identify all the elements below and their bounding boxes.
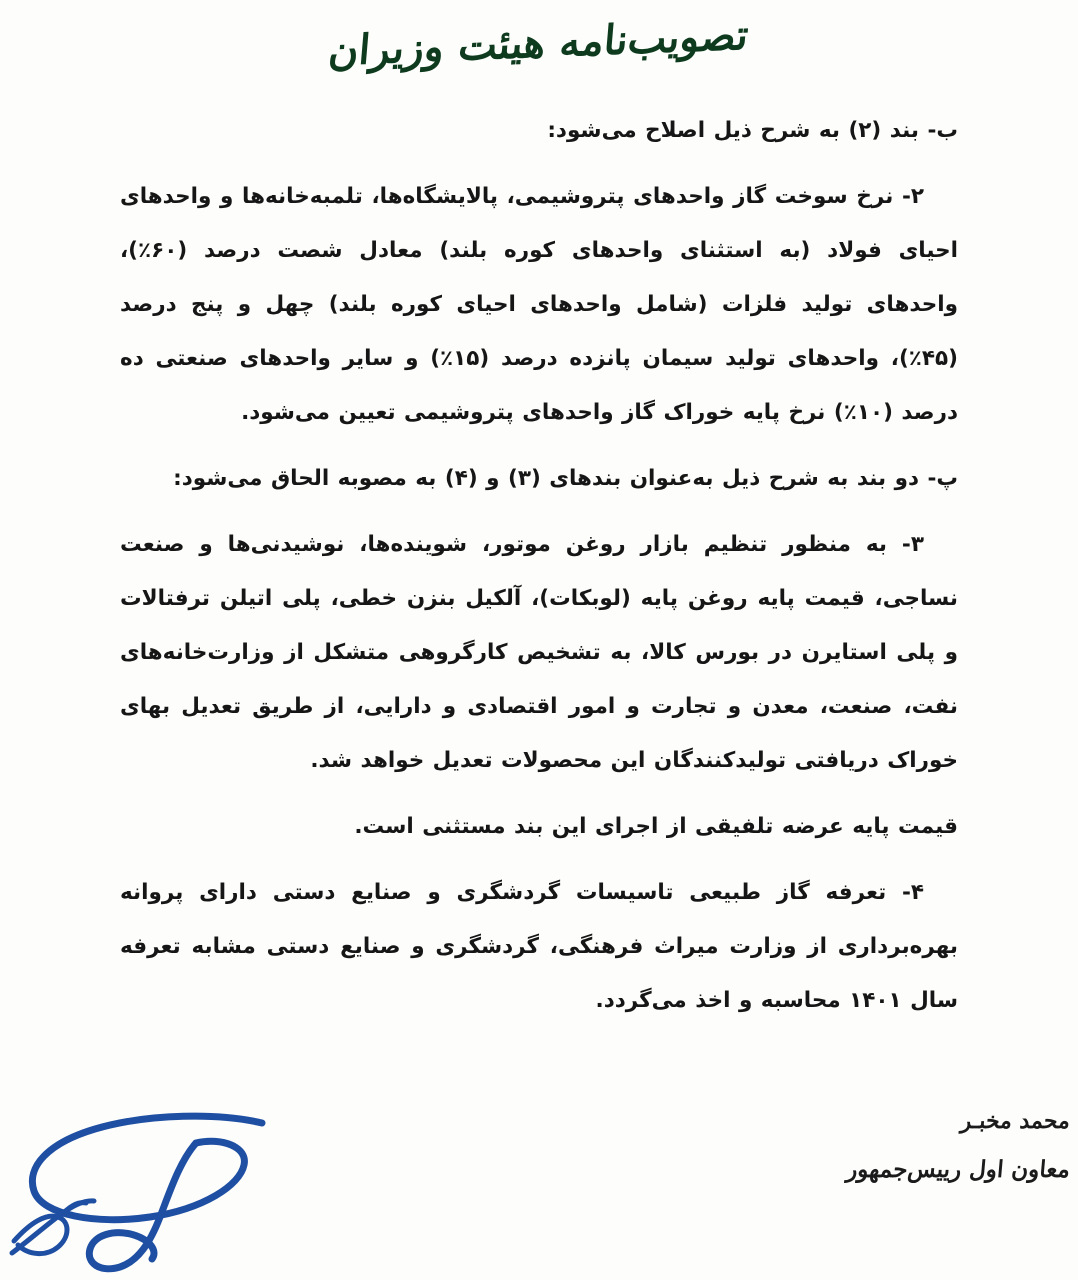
spacer [120, 160, 958, 170]
spacer [120, 856, 958, 866]
document-body [120, 104, 958, 1030]
page-title: تصویب‌نامه هیئت وزیران [326, 10, 751, 76]
clause-3-paragraph: ۳- به منظور تنظیم بازار روغن موتور، شوینده‌ها، نوشیدنی‌ها و صنعت نساجی، قیمت پایه روغن پایه (لوبکات)، آلکیل بنزن خطی، پلی اتیلن ترفتالات و پلی استایرن در بورس کالا، به تشخیص کارگروهی متشکل از وزارت‌خانه‌های نفت، صنعت، معدن و تجارت و امور اقتصادی و دارایی، از طریق تعدیل بهای خوراک دریافتی تولیدکنندگان این محصولات تعدیل خواهد شد. [120, 532, 958, 773]
handwritten-signature-icon [0, 1095, 400, 1280]
clause-p-lead: پ- دو بند به شرح ذیل به‌عنوان بندهای (۳) و (۴) به مصوبه الحاق می‌شود: [173, 466, 958, 491]
clause-b-lead: ب- بند (۲) به شرح ذیل اصلاح می‌شود: [547, 118, 958, 143]
spacer [120, 508, 958, 518]
signatory-role: معاون اول رییس‌جمهور [845, 1156, 1072, 1183]
clause-2-paragraph: ۲- نرخ سوخت گاز واحدهای پتروشیمی، پالایشگاه‌ها، تلمبه‌خانه‌ها و واحدهای احیای فولاد (به استثنای واحدهای کوره بلند) معادل شصت درصد (۶۰٪)، واحدهای تولید فلزات (شامل واحدهای احیای کوره بلند) چهل و پنج درصد (۴۵٪)، واحدهای تولید سیمان پانزده درصد (۱۵٪) و سایر واحدهای صنعتی ده درصد (۱۰٪) نرخ پایه خوراک گاز واحدهای پتروشیمی تعیین می‌شود. [120, 184, 958, 425]
signature-block [740, 1108, 1070, 1183]
clause-4-paragraph: ۴- تعرفه گاز طبیعی تاسیسات گردشگری و صنایع دستی دارای پروانه بهره‌برداری از وزارت میراث فرهنگی، گردشگری و صنایع دستی مشابه تعرفه سال ۱۴۰۱ محاسبه و اخذ می‌گردد. [120, 880, 958, 1013]
document-header [0, 6, 1078, 94]
spacer [120, 442, 958, 452]
clause-3-note: قیمت پایه عرضه تلفیقی از اجرای این بند مستثنی است. [354, 814, 958, 839]
signatory-name: محمد مخبـر [959, 1108, 1072, 1134]
spacer [120, 790, 958, 800]
